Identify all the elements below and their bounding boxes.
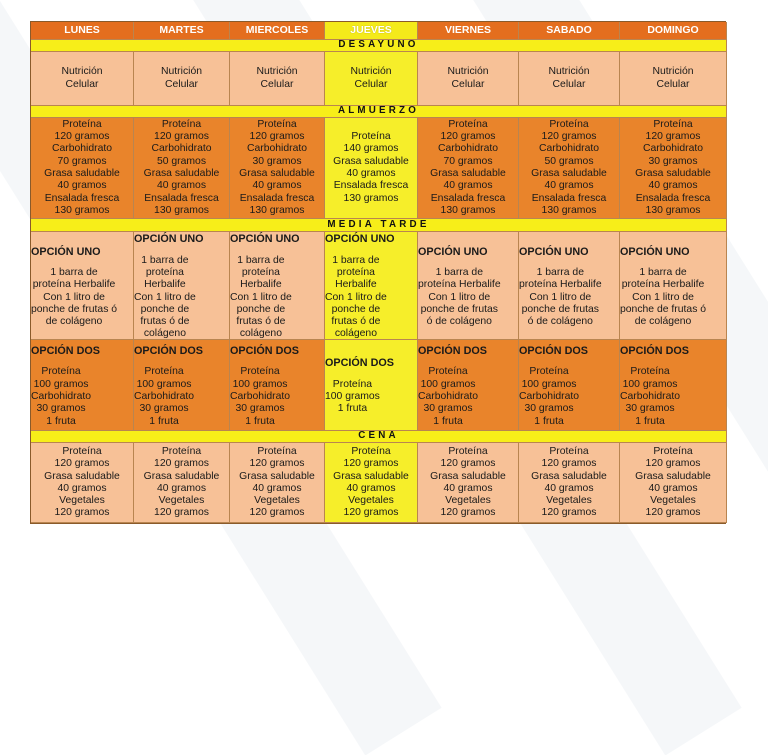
- almuerzo-cell-sabado: Proteína 120 gramos Carbohidrato 50 gramos Grasa saludable 40 gramos Ensalada fresca 130 gramos: [519, 118, 620, 219]
- almuerzo-cell-jueves: Proteína 140 gramos Grasa saludable 40 gramos Ensalada fresca 130 gramos: [325, 118, 418, 219]
- opcion-dos-label: OPCIÓN DOS: [325, 357, 394, 370]
- almuerzo-cell-miercoles: Proteína 120 gramos Carbohidrato 30 gramos Grasa saludable 40 gramos Ensalada fresca 130 gramos: [230, 118, 325, 219]
- opcion-uno-cell-lunes: [31, 232, 134, 340]
- opcion-uno-cell-viernes: [418, 232, 519, 340]
- opcion-uno-label: OPCIÓN UNO: [230, 233, 300, 246]
- opcion-uno-cell-miercoles: [230, 232, 325, 340]
- weekly-meal-plan-table: [30, 21, 726, 524]
- cena-cell-jueves: Proteína 120 gramos Grasa saludable 40 gramos Vegetales 120 gramos: [325, 443, 418, 523]
- opcion-dos-cell-jueves: [325, 340, 418, 431]
- day-header-domingo: DOMINGO: [620, 22, 727, 40]
- day-header-viernes: VIERNES: [418, 22, 519, 40]
- opcion-uno-text: 1 barra de proteína Herbalife Con 1 litro de ponche de frutas ó de colágeno: [519, 266, 602, 328]
- section-almuerzo: ALMUERZO: [31, 106, 727, 118]
- opcion-uno-label: OPCIÓN UNO: [418, 245, 488, 258]
- almuerzo-cell-martes: Proteína 120 gramos Carbohidrato 50 gramos Grasa saludable 40 gramos Ensalada fresca 130 gramos: [134, 118, 230, 219]
- desayuno-cell-viernes: Nutrición Celular: [418, 52, 519, 106]
- opcion-uno-text: 1 barra de proteína Herbalife Con 1 litro de ponche de frutas ó de colágeno: [325, 254, 387, 340]
- cena-cell-lunes: Proteína 120 gramos Grasa saludable 40 gramos Vegetales 120 gramos: [31, 443, 134, 523]
- opcion-dos-label: OPCIÓN DOS: [418, 345, 487, 358]
- desayuno-cell-martes: Nutrición Celular: [134, 52, 230, 106]
- opcion-dos-label: OPCIÓN DOS: [620, 345, 689, 358]
- cena-cell-martes: Proteína 120 gramos Grasa saludable 40 gramos Vegetales 120 gramos: [134, 443, 230, 523]
- cena-cell-sabado: Proteína 120 gramos Grasa saludable 40 gramos Vegetales 120 gramos: [519, 443, 620, 523]
- opcion-uno-cell-domingo: [620, 232, 727, 340]
- opcion-uno-cell-sabado: [519, 232, 620, 340]
- opcion-dos-label: OPCIÓN DOS: [134, 345, 203, 358]
- opcion-uno-text: 1 barra de proteína Herbalife Con 1 litro de ponche de frutas ó de colágeno: [620, 266, 707, 328]
- opcion-uno-label: OPCIÓN UNO: [620, 245, 690, 258]
- opcion-dos-cell-martes: [134, 340, 230, 431]
- section-media-tarde: MEDIA TARDE: [31, 219, 727, 232]
- desayuno-cell-lunes: Nutrición Celular: [31, 52, 134, 106]
- opcion-uno-cell-martes: [134, 232, 230, 340]
- opcion-dos-cell-viernes: [418, 340, 519, 431]
- opcion-dos-label: OPCIÓN DOS: [519, 345, 588, 358]
- opcion-dos-text: Proteína 100 gramos Carbohidrato 30 gramos 1 fruta: [31, 366, 92, 427]
- opcion-dos-text: Proteína 100 gramos 1 fruta: [325, 378, 380, 415]
- section-desayuno: DESAYUNO: [31, 40, 727, 52]
- opcion-dos-text: Proteína 100 gramos Carbohidrato 30 gramos 1 fruta: [230, 366, 291, 427]
- day-header-jueves: JUEVES: [325, 22, 418, 40]
- almuerzo-cell-viernes: Proteína 120 gramos Carbohidrato 70 gramos Grasa saludable 40 gramos Ensalada fresca 130 gramos: [418, 118, 519, 219]
- opcion-uno-label: OPCIÓN UNO: [325, 233, 395, 246]
- opcion-dos-text: Proteína 100 gramos Carbohidrato 30 gramos 1 fruta: [519, 366, 580, 427]
- opcion-uno-text: 1 barra de proteína Herbalife Con 1 litro de ponche de frutas ó de colágeno: [230, 254, 292, 340]
- opcion-dos-label: OPCIÓN DOS: [31, 345, 100, 358]
- cena-cell-miercoles: Proteína 120 gramos Grasa saludable 40 gramos Vegetales 120 gramos: [230, 443, 325, 523]
- day-header-miercoles: MIERCOLES: [230, 22, 325, 40]
- almuerzo-cell-lunes: Proteína 120 gramos Carbohidrato 70 gramos Grasa saludable 40 gramos Ensalada fresca 130 gramos: [31, 118, 134, 219]
- almuerzo-cell-domingo: Proteína 120 gramos Carbohidrato 30 gramos Grasa saludable 40 gramos Ensalada fresca 130 gramos: [620, 118, 727, 219]
- opcion-dos-label: OPCIÓN DOS: [230, 345, 299, 358]
- opcion-dos-text: Proteína 100 gramos Carbohidrato 30 gramos 1 fruta: [620, 366, 681, 427]
- opcion-uno-label: OPCIÓN UNO: [31, 245, 101, 258]
- cena-cell-domingo: Proteína 120 gramos Grasa saludable 40 gramos Vegetales 120 gramos: [620, 443, 727, 523]
- day-header-martes: MARTES: [134, 22, 230, 40]
- opcion-dos-cell-miercoles: [230, 340, 325, 431]
- section-cena: CENA: [31, 431, 727, 443]
- day-header-lunes: LUNES: [31, 22, 134, 40]
- opcion-uno-text: 1 barra de proteína Herbalife Con 1 litro de ponche de frutas ó de colágeno: [31, 266, 118, 328]
- day-header-sabado: SABADO: [519, 22, 620, 40]
- desayuno-cell-domingo: Nutrición Celular: [620, 52, 727, 106]
- opcion-dos-cell-domingo: [620, 340, 727, 431]
- opcion-dos-text: Proteína 100 gramos Carbohidrato 30 gramos 1 fruta: [134, 366, 195, 427]
- desayuno-cell-sabado: Nutrición Celular: [519, 52, 620, 106]
- opcion-uno-text: 1 barra de proteína Herbalife Con 1 litro de ponche de frutas ó de colágeno: [134, 254, 196, 340]
- opcion-uno-text: 1 barra de proteína Herbalife Con 1 litro de ponche de frutas ó de colágeno: [418, 266, 501, 328]
- cena-cell-viernes: Proteína 120 gramos Grasa saludable 40 gramos Vegetales 120 gramos: [418, 443, 519, 523]
- opcion-dos-cell-sabado: [519, 340, 620, 431]
- desayuno-cell-jueves: Nutrición Celular: [325, 52, 418, 106]
- opcion-uno-label: OPCIÓN UNO: [134, 233, 204, 246]
- desayuno-cell-miercoles: Nutrición Celular: [230, 52, 325, 106]
- opcion-dos-cell-lunes: [31, 340, 134, 431]
- opcion-uno-cell-jueves: [325, 232, 418, 340]
- opcion-uno-label: OPCIÓN UNO: [519, 245, 589, 258]
- opcion-dos-text: Proteína 100 gramos Carbohidrato 30 gramos 1 fruta: [418, 366, 479, 427]
